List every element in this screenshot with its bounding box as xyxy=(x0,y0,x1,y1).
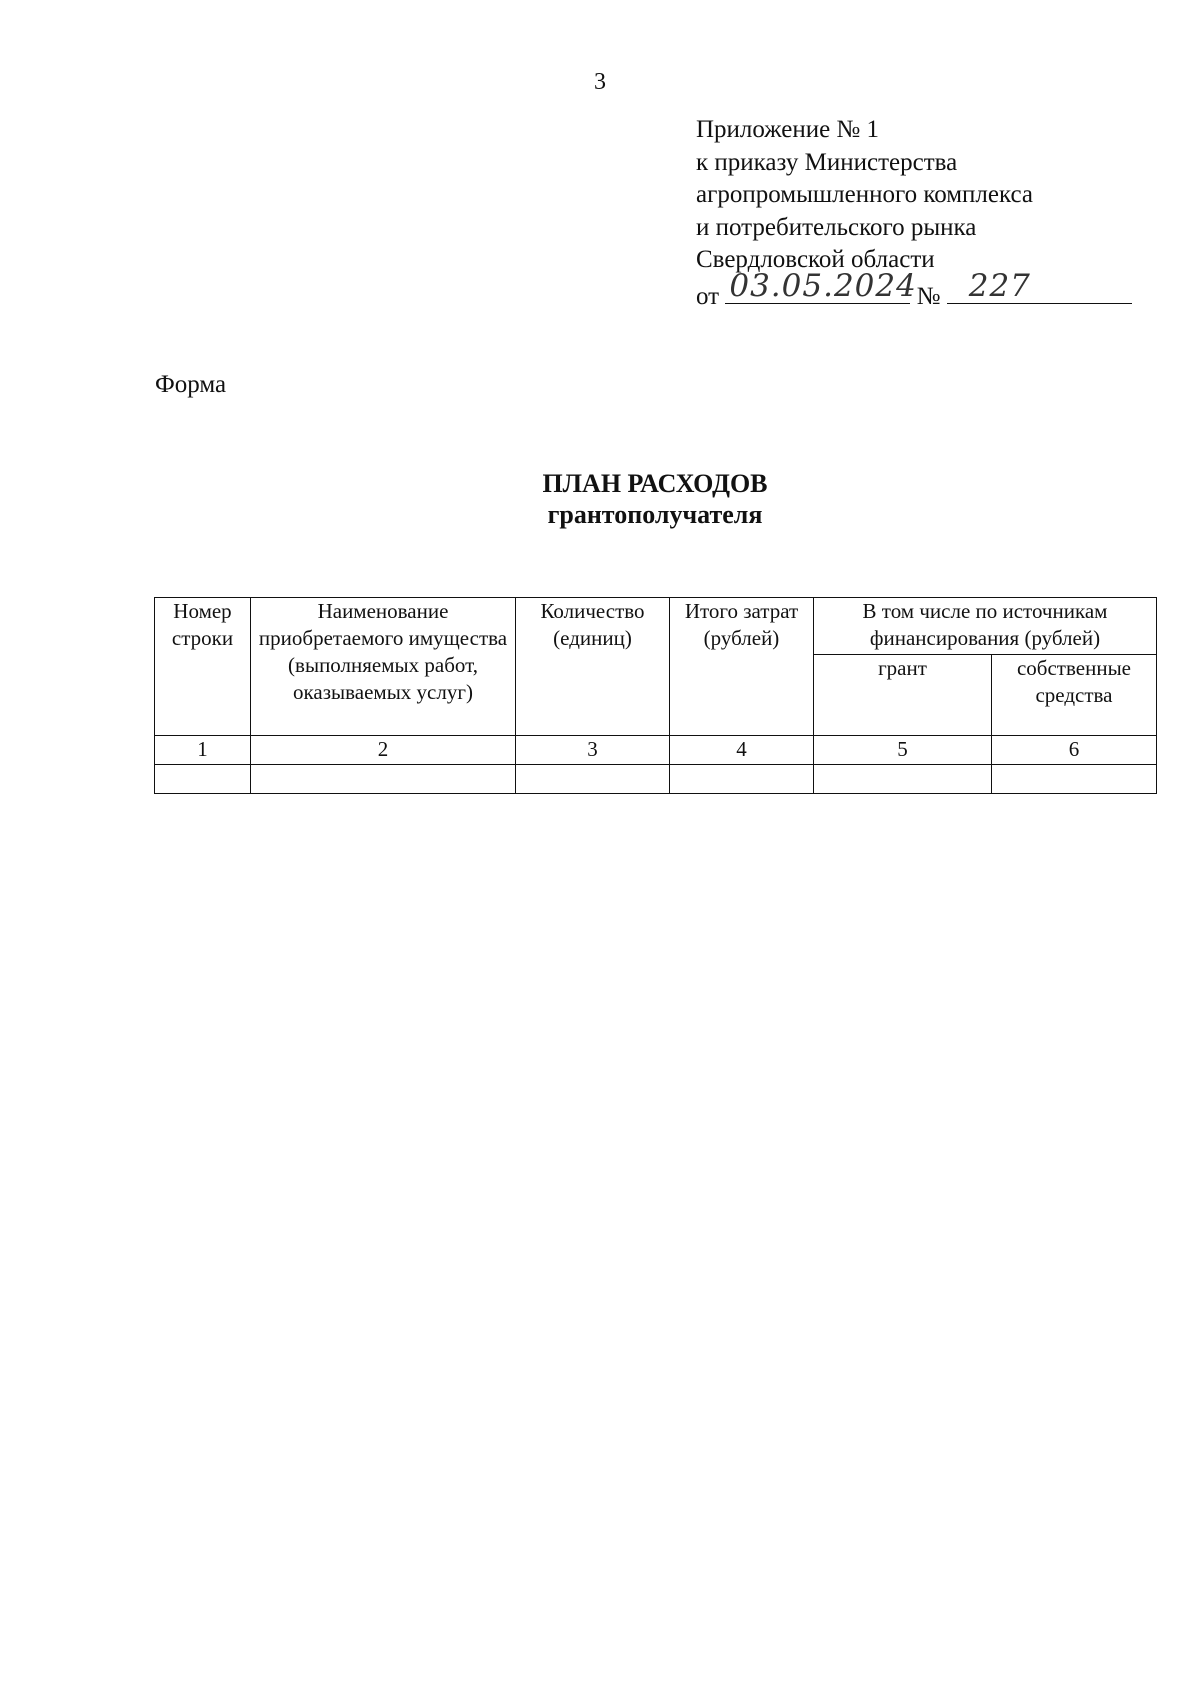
header-own-funds: собственные средства xyxy=(992,655,1157,736)
order-date-number-line xyxy=(696,267,1136,310)
table-cell xyxy=(992,765,1157,794)
number-field xyxy=(947,267,1132,304)
expense-plan-table xyxy=(154,597,1157,794)
column-number-1: 1 xyxy=(155,736,251,765)
table-cell xyxy=(155,765,251,794)
annex-line-3: агропромышленного комплекса xyxy=(696,181,1034,208)
title-main: ПЛАН РАСХОДОВ xyxy=(542,469,768,498)
annex-line-1: Приложение № 1 xyxy=(696,116,880,143)
column-numbers-row xyxy=(155,736,1157,765)
table-cell xyxy=(814,765,992,794)
title-sub: грантополучателя xyxy=(547,500,763,529)
column-number-5: 5 xyxy=(814,736,992,765)
table-cell xyxy=(516,765,670,794)
date-prefix: от xyxy=(696,282,720,310)
table-header-row xyxy=(155,598,1157,655)
handwritten-date: 03.05.2024 xyxy=(729,267,917,304)
header-item-name: Наименование приобретаемого имущества (выполняемых работ, оказываемых услуг) xyxy=(251,598,516,736)
header-funding-sources: В том числе по источникам финансирования (рублей) xyxy=(814,598,1157,655)
column-number-4: 4 xyxy=(670,736,814,765)
column-number-6: 6 xyxy=(992,736,1157,765)
table-row xyxy=(155,765,1157,794)
annex-block xyxy=(696,114,1136,309)
header-grant: грант xyxy=(814,655,992,736)
header-row-number: Номер строки xyxy=(155,598,251,736)
table-cell xyxy=(251,765,516,794)
handwritten-number: 227 xyxy=(968,267,1031,304)
form-label: Форма xyxy=(155,371,227,398)
column-number-2: 2 xyxy=(251,736,516,765)
date-field xyxy=(725,267,917,304)
header-quantity: Количество (единиц) xyxy=(516,598,670,736)
table-cell xyxy=(670,765,814,794)
document-title xyxy=(0,468,1200,530)
page-number: 3 xyxy=(594,69,606,95)
annex-line-2: к приказу Министерства xyxy=(696,148,958,176)
number-prefix: № xyxy=(916,282,941,310)
column-number-3: 3 xyxy=(516,736,670,765)
header-total-cost: Итого затрат (рублей) xyxy=(670,598,814,736)
annex-line-5: Свердловской области xyxy=(696,246,935,273)
annex-line-4: и потребительского рынка xyxy=(696,213,977,241)
